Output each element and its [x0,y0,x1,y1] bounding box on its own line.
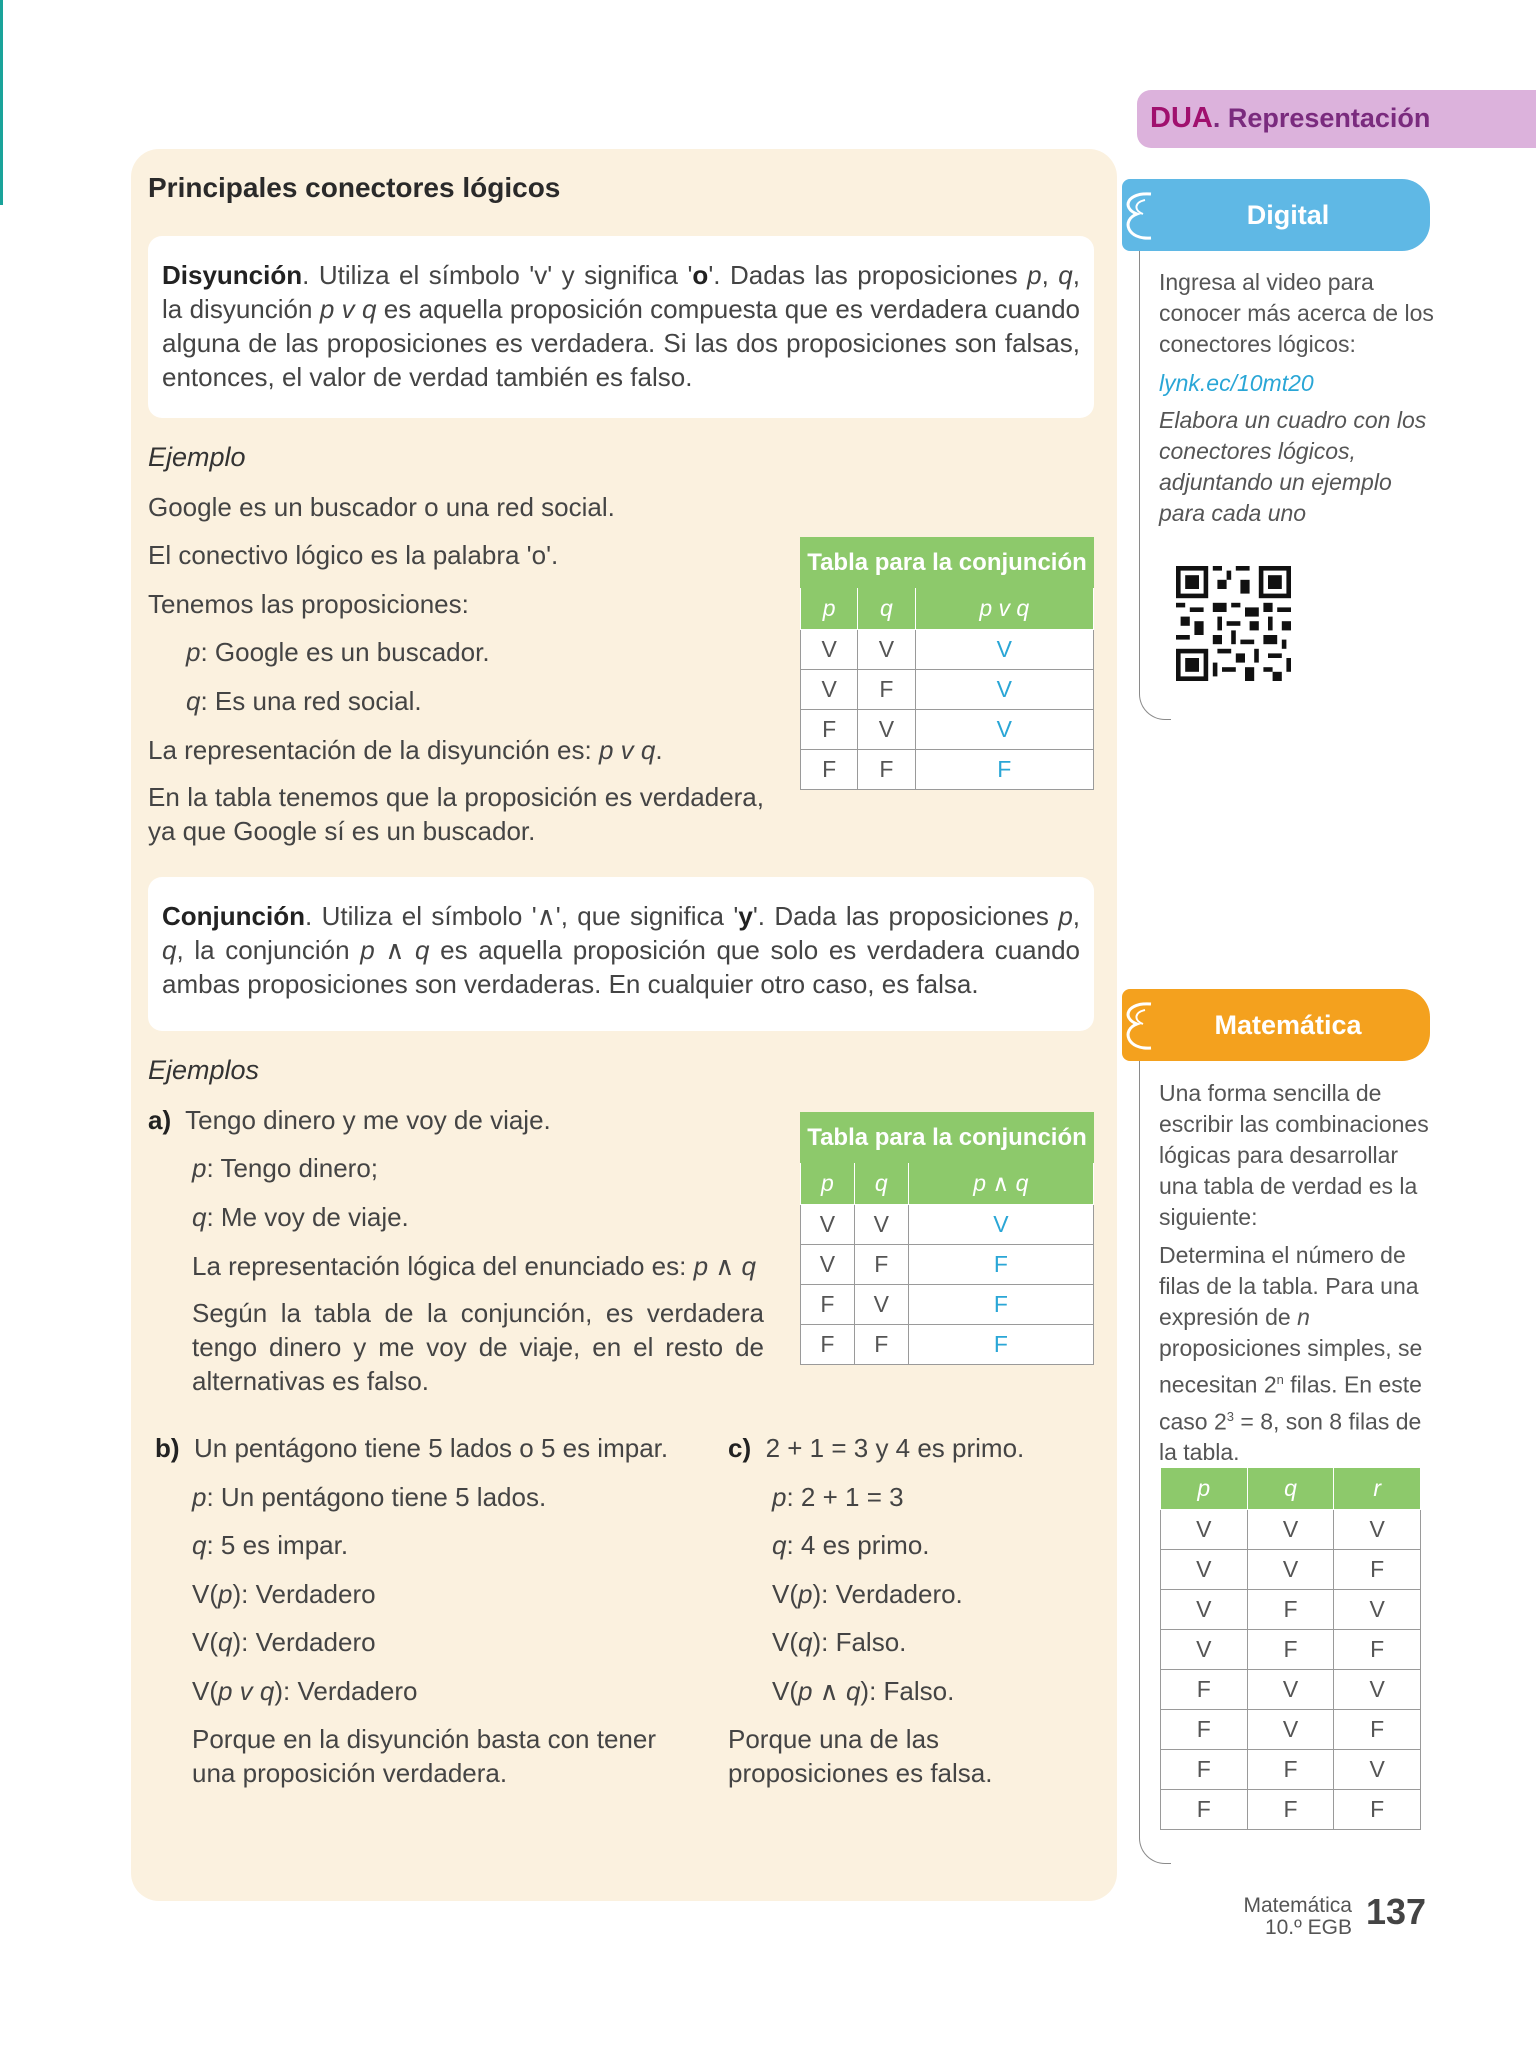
table-header: r [1334,1468,1421,1510]
example-proposition-p: p: Google es un buscador. [186,637,490,667]
digital-link[interactable]: lynk.ec/10mt20 [1159,370,1314,396]
disjunction-truth-table [800,537,1094,790]
example-b-proposition-p: p: Un pentágono tiene 5 lados. [192,1482,547,1512]
table-row: V F F [801,1245,1094,1285]
digital-tab: Digital [1122,179,1430,251]
example-line-3: Tenemos las proposiciones: [148,589,469,619]
table-row: V F V [1161,1590,1421,1630]
digital-task: Elabora un cuadro con los conectores lógicos, adjuntando un ejemplo para cada uno [1159,407,1427,526]
table-row: V F F [1161,1630,1421,1670]
conjunction-truth-table [800,1112,1094,1365]
table-header: p ∧ q [908,1163,1093,1205]
section-title: Principales conectores lógicos [148,172,561,203]
table-row: F F F [801,1325,1094,1365]
table-caption: Tabla para la conjunción [801,538,1094,588]
example-b-value-p: V(p): Verdadero [192,1579,376,1609]
table-header: q [858,588,915,630]
table-row: F V V [801,710,1094,750]
table-row: F V F [1161,1710,1421,1750]
conjunction-term: Conjunción [162,901,305,931]
digital-tab-curl-icon [1117,186,1161,246]
example-proposition-q: q: Es una red social. [186,686,422,716]
table-caption: Tabla para la conjunción [801,1113,1094,1163]
page-number: 137 [1366,1891,1427,1932]
example-b-proposition-q: q: 5 es impar. [192,1530,349,1560]
table-header: p [801,588,858,630]
table-row: V V V [801,630,1094,670]
example-line-2: El conectivo lógico es la palabra 'o'. [148,540,559,570]
example-b-value-pq: V(p v q): Verdadero [192,1676,418,1706]
example-c-statement: c) 2 + 1 = 3 y 4 es primo. [728,1433,1025,1463]
qr-code-icon[interactable] [1176,566,1291,681]
example-c-value-pq: V(p ∧ q): Falso. [772,1676,955,1706]
left-edge-rule [0,0,3,205]
example-b-value-q: V(q): Verdadero [192,1627,376,1657]
dua-label: DUA. Representación [1150,102,1431,134]
example-a-representation: La representación lógica del enunciado es: p ∧ q [192,1251,756,1281]
table-header: q [1247,1468,1334,1510]
example-b-statement: b) Un pentágono tiene 5 lados o 5 es impar. [155,1433,669,1463]
conjunction-definition: Conjunción. Utiliza el símbolo '∧', que significa 'y'. Dada las proposiciones p, q, la conjunción p ∧ q es aquella proposición que solo es verdadera cuando ambas proposiciones son verdaderas. En cualquier otro caso, es falsa. [148,877,1094,1031]
table-row: F F F [801,750,1094,790]
example-c-proposition-q: q: 4 es primo. [772,1530,930,1560]
example-c-conclusion: Porque una de las proposiciones es falsa. [728,1724,993,1788]
math-tab: Matemática [1122,989,1430,1061]
example-a-conclusion: Según la tabla de la conjunción, es verdadera tengo dinero y me voy de viaje, en el resto de alternativas es falso. [192,1298,764,1396]
table-header: p v q [915,588,1093,630]
example-a-proposition-p: p: Tengo dinero; [192,1153,379,1183]
example-conclusion: En la tabla tenemos que la proposición es verdadera, ya que Google sí es un buscador. [148,782,764,846]
table-header: p [1161,1468,1248,1510]
footer-subject: Matemática 10.º EGB [1243,1894,1352,1939]
example-b-conclusion: Porque en la disyunción basta con tener una proposición verdadera. [192,1724,656,1788]
table-row: V V V [1161,1510,1421,1550]
example-a-proposition-q: q: Me voy de viaje. [192,1202,409,1232]
table-row: F V V [1161,1670,1421,1710]
table-row: F F F [1161,1790,1421,1830]
disjunction-term: Disyunción [162,260,303,290]
example-c-value-q: V(q): Falso. [772,1627,907,1657]
math-text-1: Una forma sencilla de escribir las combinaciones lógicas para desarrollar una tabla de verdad es la siguiente: [1159,1080,1429,1230]
table-row: V V F [1161,1550,1421,1590]
table-row: V V V [801,1205,1094,1245]
table-row: V F V [801,670,1094,710]
example-line-1: Google es un buscador o una red social. [148,492,615,522]
examples-title: Ejemplos [148,1055,260,1085]
table-row: F F V [1161,1750,1421,1790]
disjunction-definition: Disyunción. Utiliza el símbolo 'v' y significa 'o'. Dadas las proposiciones p, q, la disyunción p v q es aquella proposición compuesta que es verdadera cuando alguna de las proposiciones es verdadera. Si las dos proposiciones son falsas, entonces, el valor de verdad también es falso. [148,236,1094,418]
table-header: q [854,1163,908,1205]
table-row: F V F [801,1285,1094,1325]
table-header: p [801,1163,855,1205]
dua-header [1137,90,1536,148]
example-representation: La representación de la disyunción es: p v q. [148,735,663,765]
combinations-truth-table [1160,1467,1421,1830]
example-a-statement: a) Tengo dinero y me voy de viaje. [148,1105,551,1135]
math-tab-curl-icon [1117,996,1161,1056]
math-text-2: Determina el número de filas de la tabla. Para una expresión de n proposiciones simples, se necesitan 2$^n$ filas. En este caso $2^3 = 8$, son 8 filas de la tabla. [1159,1242,1423,1466]
example-title: Ejemplo [148,442,246,472]
digital-text: Ingresa al video para conocer más acerca de los conectores lógicos: [1159,269,1434,357]
example-c-value-p: V(p): Verdadero. [772,1579,963,1609]
example-c-proposition-p: p: 2 + 1 = 3 [772,1482,904,1512]
